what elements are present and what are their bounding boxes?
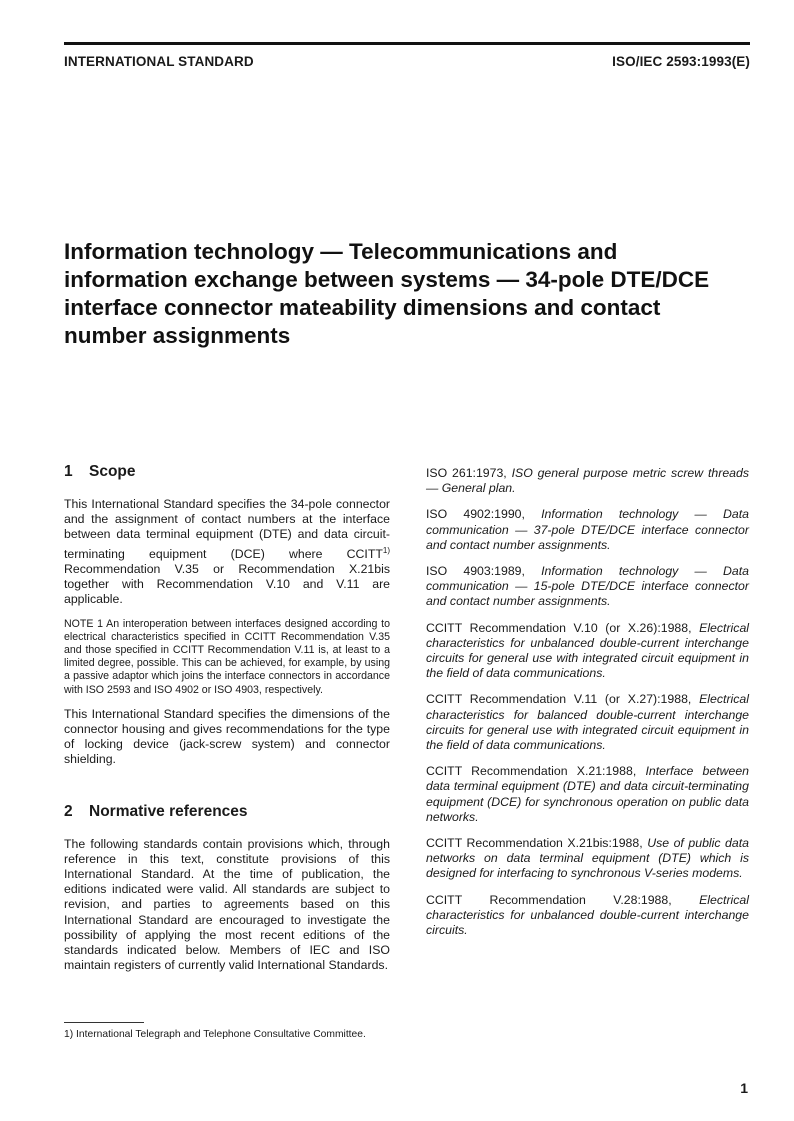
scope-paragraph-2: This International Standard specifies the dimensions of the connector housing and gives recommendations for the type of locking device (jack-screw system) and connector shielding. <box>64 706 390 767</box>
left-column <box>64 462 390 973</box>
reference-id: ISO 4902:1990, <box>426 507 525 522</box>
right-column <box>426 466 749 949</box>
normative-heading <box>64 802 390 822</box>
reference-title: Use of public data networks on data terminal equipment (DTE) which is designed for interfacing to synchronous V-series modems. <box>426 836 749 881</box>
reference-item <box>426 621 749 682</box>
footnote: 1) International Telegraph and Telephone Consultative Committee. <box>64 1029 366 1040</box>
reference-title: Information technology — Data communication — 15-pole DTE/DCE interface connector and contact number assignments. <box>426 564 749 609</box>
reference-item <box>426 507 749 553</box>
reference-title: Electrical characteristics for unbalanced double-current interchange circuits. <box>426 892 749 938</box>
reference-title: Interface between data terminal equipment (DTE) and data circuit-terminating equipment (DCE) for synchronous operation on public data networks. <box>426 764 749 824</box>
scope-title: Scope <box>89 463 136 480</box>
normative-number: 2 <box>64 802 73 820</box>
reference-item <box>426 466 749 496</box>
document-number: ISO/IEC 2593:1993(E) <box>612 54 750 69</box>
reference-title: Electrical characteristics for unbalanced double-current interchange circuits for general use with integrated circuit equipment in the field of data communications. <box>426 620 750 681</box>
document-type: INTERNATIONAL STANDARD <box>64 54 254 69</box>
reference-id: CCITT Recommendation X.21:1988, <box>426 764 637 779</box>
reference-item <box>426 564 749 610</box>
scope-note: NOTE 1 An interoperation between interfaces designed according to electrical characteristics specified in CCITT Recommendation V.35 and those specified in CCITT Recommendation V.11 is, at least to a limited degree, possible. This can be achieved, for example, by using a passive adaptor which joins the interface connectors in accordance with ISO 2593 and ISO 4902 or ISO 4903, respectively. <box>64 617 390 696</box>
normative-title: Normative references <box>89 802 248 820</box>
normative-paragraph: The following standards contain provisions which, through reference in this text, constitute provisions of this International Standard. At the time of publication, the editions indicated were valid. All standards are subject to revision, and parties to agreements based on this International Standard are encouraged to investigate the possibility of applying the most recent editions of the standards indicated below. Members of IEC and ISO maintain registers of currently valid International Standards. <box>64 836 390 973</box>
reference-item <box>426 836 749 882</box>
scope-number: 1 <box>64 463 73 480</box>
reference-id: CCITT Recommendation V.28:1988, <box>426 892 672 907</box>
reference-item <box>426 893 749 939</box>
reference-id: CCITT Recommendation X.21bis:1988, <box>426 836 643 851</box>
reference-id: ISO 261:1973, <box>426 466 507 480</box>
scope-paragraph-1-text: This International Standard specifies the 34-pole connector and the assignment of contact numbers at the interface between data terminal equipment (DTE) and data circuit-terminating equipment (DCE) where CCITT <box>64 497 390 561</box>
page-number: 1 <box>740 1080 748 1096</box>
reference-item <box>426 764 749 825</box>
reference-title: Electrical characteristics for balanced double-current interchange circuits for general use with integrated circuit equipment in the field of data communications. <box>426 692 749 753</box>
document-title: Information technology — Telecommunications and information exchange between systems — 34-pole DTE/DCE interface connector mateability dimensions and contact number assignments <box>64 239 710 348</box>
reference-id: CCITT Recommendation V.11 (or X.27):1988, <box>426 692 692 707</box>
scope-paragraph-1-tail: Recommendation V.35 or Recommendation X.21bis together with Recommendation V.10 and V.11 are applicable. <box>64 561 390 607</box>
header-rule <box>64 42 750 45</box>
footnote-rule <box>64 1022 144 1023</box>
scope-paragraph-1 <box>64 497 390 608</box>
reference-item <box>426 692 749 753</box>
footnote-marker: 1) <box>382 545 390 555</box>
scope-heading <box>64 462 390 482</box>
reference-title: Information technology — Data communication — 37-pole DTE/DCE interface connector and contact number assignments. <box>426 507 749 552</box>
reference-id: CCITT Recommendation V.10 (or X.26):1988, <box>426 620 692 635</box>
reference-id: ISO 4903:1989, <box>426 564 525 579</box>
reference-title: ISO general purpose metric screw threads — General plan. <box>426 466 750 496</box>
